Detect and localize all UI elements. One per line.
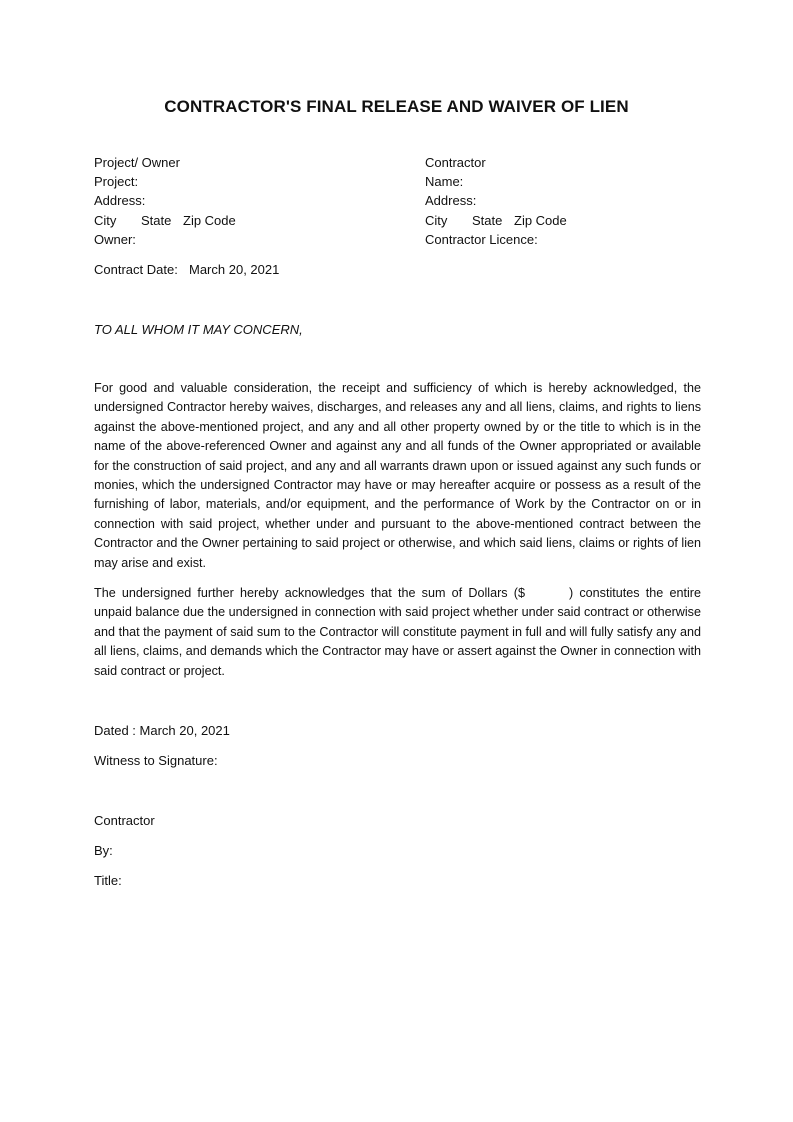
owner-city-label: City: [94, 212, 117, 228]
contractor-zip-label: Zip Code: [514, 212, 567, 228]
owner-address-label: Address:: [94, 193, 146, 209]
contract-date: [94, 260, 279, 279]
contractor-name-label: Name:: [425, 174, 464, 190]
contractor-licence-label: Contractor Licence:: [425, 231, 538, 247]
dated-line: Dated : March 20, 2021: [94, 723, 230, 738]
signature-title-label: Title:: [94, 873, 122, 888]
witness-line: Witness to Signature:: [94, 753, 218, 768]
signature-contractor-label: Contractor: [94, 813, 155, 828]
owner-zip-label: Zip Code: [183, 212, 236, 228]
acknowledgement-text-part2: ) constitutes the entire unpaid balance due the undersigned in connection with said project whether under said contract or otherwise and that the payment of said sum to the Contractor will constitute payment in full and will fully satisfy any and all liens, claims, and demands which the Contractor may have or assert against the Owner in connection with said contract or project.: [94, 586, 701, 678]
contractor-city-state-zip: [425, 211, 725, 230]
release-paragraph: For good and valuable consideration, the receipt and sufficiency of which is hereby acknowledged, the undersigned Contractor hereby waives, discharges, and releases any and all liens, claims, and rights to liens against the above-mentioned project, and any and all other property owned by or the title to which is in the name of the above-referenced Owner and against any and all funds of the Owner appropriated or available for the construction of said project, and any and all warrants drawn upon or issued against any such funds or monies, which the undersigned Contractor may have or may hereafter acquire or possess as a result of the furnishing of labor, materials, and/or equipment, and the performance of Work by the Contractor on or in connection with said project, whether under and pursuant to the above-mentioned contract between the Contractor and the Owner pertaining to said project or otherwise, and which said liens, claims or rights of lien may arise and exist.: [94, 381, 701, 570]
document-title: CONTRACTOR'S FINAL RELEASE AND WAIVER OF LIEN: [164, 97, 629, 116]
owner-label: Owner:: [94, 231, 136, 247]
owner-state-label: State: [141, 212, 172, 228]
contractor-heading: Contractor: [425, 155, 486, 170]
contractor-state-label: State: [472, 212, 503, 228]
owner-city-state-zip: [94, 211, 394, 230]
salutation: TO ALL WHOM IT MAY CONCERN,: [94, 322, 303, 337]
signature-by-label: By:: [94, 843, 113, 858]
contract-date-label: Contract Date:: [94, 262, 178, 277]
contractor-address-label: Address:: [425, 193, 477, 209]
contractor-city-label: City: [425, 212, 448, 228]
owner-heading: Project/ Owner: [94, 155, 180, 170]
acknowledgement-text-part1: The undersigned further hereby acknowledges that the sum of Dollars ($: [94, 586, 525, 600]
owner-block: [94, 153, 394, 249]
project-label: Project:: [94, 174, 139, 190]
contractor-block: [425, 153, 725, 249]
acknowledgement-paragraph: [94, 584, 701, 681]
contract-date-value: March 20, 2021: [189, 262, 280, 277]
